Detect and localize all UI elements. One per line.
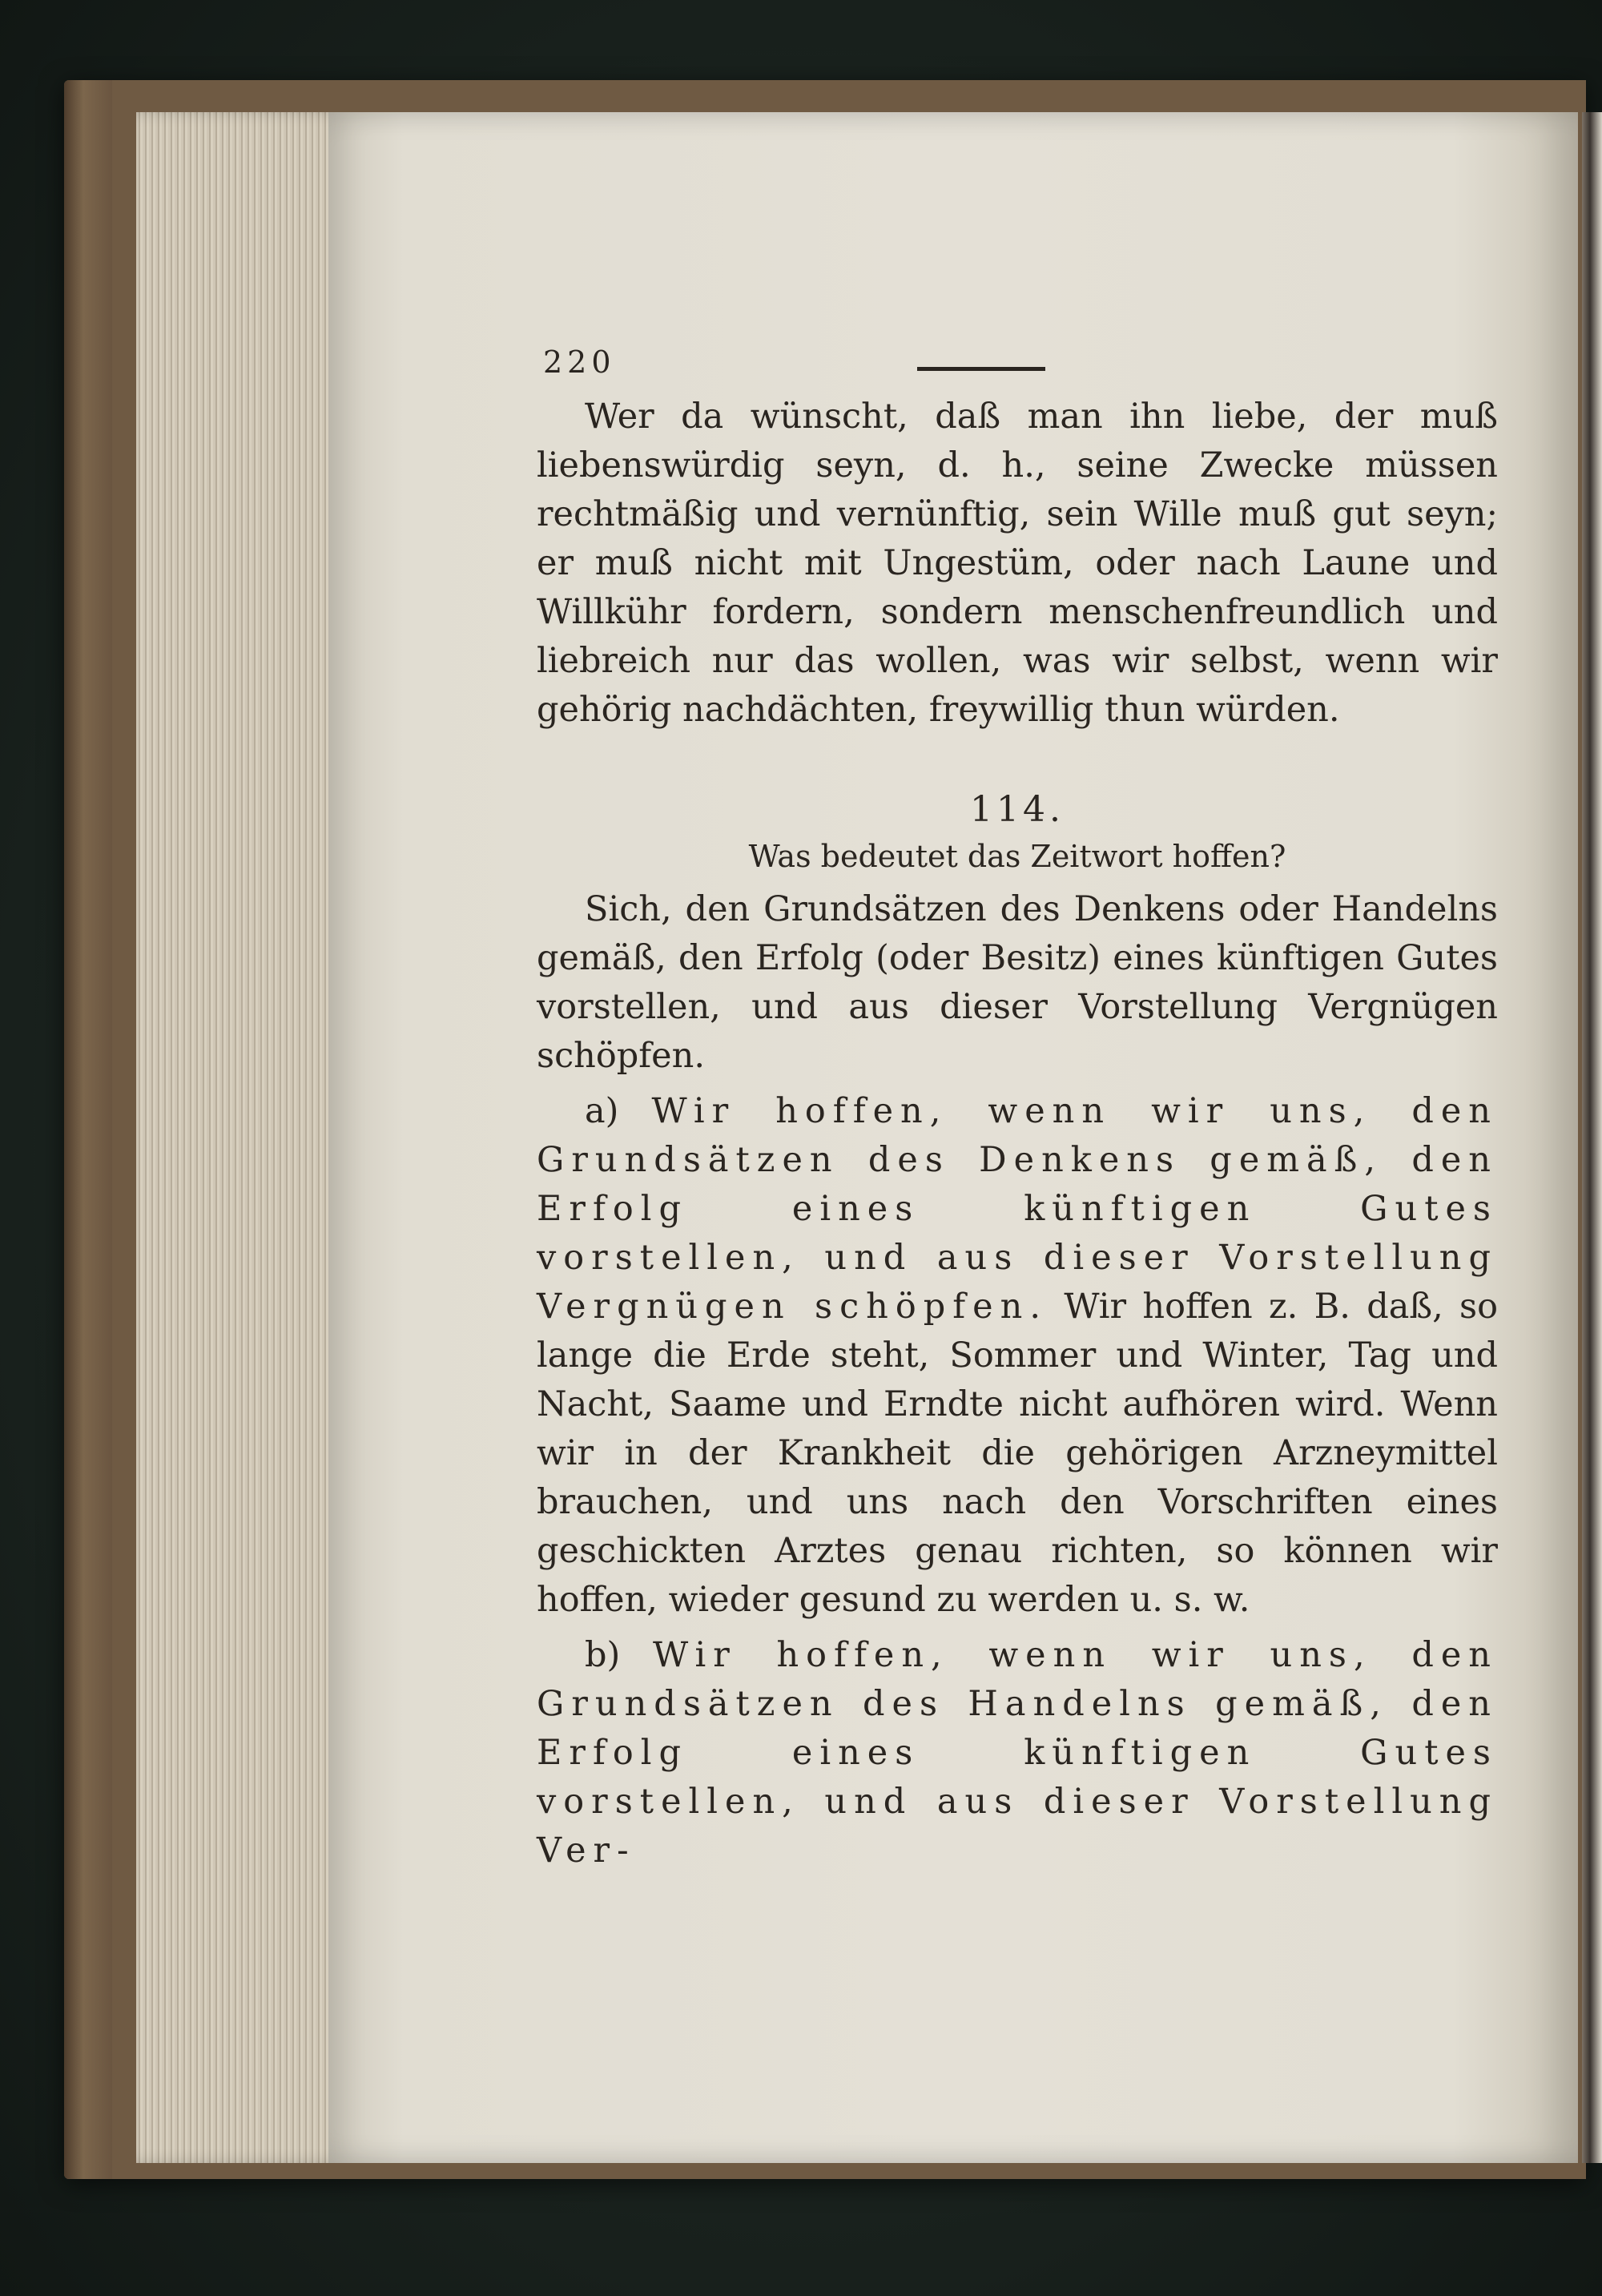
definition-paragraph: Sich, den Grundsätzen des Denkens oder Handelns gemäß, den Erfolg (oder Besitz) eines künftigen Gutes vorstellen, und aus dieser Vorstellung Vergnügen schöpfen.	[537, 889, 1498, 1076]
book	[64, 80, 1602, 2179]
running-head	[537, 344, 1498, 393]
cover-spine-edge	[64, 80, 112, 2179]
case-a-marker: a)	[585, 1091, 619, 1131]
case-a-example-text: Wir hoffen z. B. daß, so lange die Erde steht, Sommer und Winter, Tag und Nacht, Saame und Erndte nicht aufhören wird. Wenn wir in der Krankheit die gehörigen Arzneymittel brauchen, und uns nach den Vorschriften eines geschickten Arztes genau richten, so können wir hoffen, wieder gesund zu werden u. s. w.	[537, 1287, 1499, 1620]
case-a-spaced-text: Wir hoffen, wenn wir uns, den Grundsätzen des Denkens gemäß, den Erfolg eines künftigen Gutes vorstellen, und aus dieser Vorstellung Vergnügen schöpfen.	[537, 1091, 1499, 1327]
page-content	[537, 344, 1498, 1875]
header-rule	[917, 367, 1045, 371]
section-number: 114.	[970, 789, 1065, 830]
paragraph-love: Wer da wünscht, daß man ihn liebe, der muß liebenswürdig seyn, d. h., seine Zwecke müssen rechtmäßig und vernünftig, sein Wille muß gut seyn; er muß nicht mit Ungestüm, oder nach Laune und Willkühr fordern, sondern menschenfreundlich und liebreich nur das wollen, was wir selbst, wenn wir gehörig nachdächten, freywillig thun würden.	[537, 397, 1498, 730]
case-b-spaced-text: Wir hoffen, wenn wir uns, den Grundsätzen des Handelns gemäß, den Erfolg eines künftigen Gutes vorstellen, und aus dieser Vorstellung Ver-	[537, 1635, 1499, 1871]
book-gutter	[1582, 112, 1602, 2163]
case-b-marker: b)	[585, 1635, 621, 1675]
case-a-paragraph	[537, 1087, 1498, 1625]
section-title: Was bedeutet das Zeitwort hoffen?	[748, 839, 1286, 874]
page-number: 220	[543, 344, 616, 380]
case-b-paragraph	[537, 1631, 1498, 1875]
book-page	[328, 112, 1578, 2163]
